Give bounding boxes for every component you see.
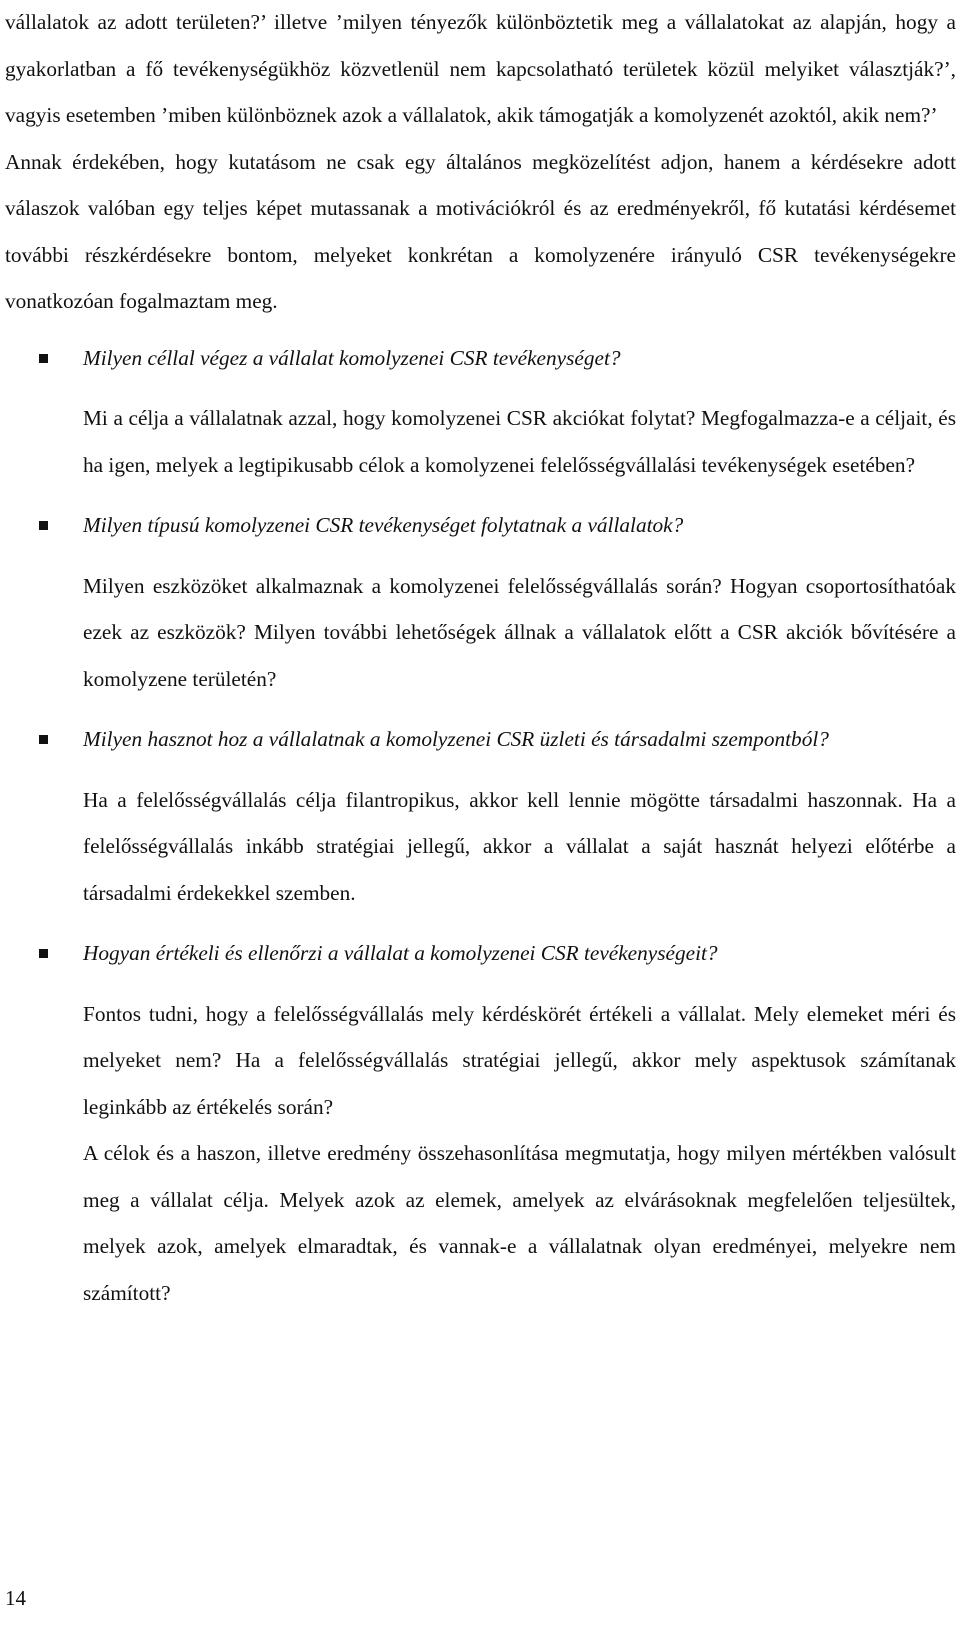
list-answer: Ha a felelősségvállalás célja filantropikus, akkor kell lennie mögötte társadalmi haszonnak. Ha a felelősségvállalás inkább stratégiai jellegű, akkor a vállalat a saját hasznát helyezi előtérbe a társadalmi érdekekkel szemben. [83, 787, 956, 905]
list-answer: Mi a célja a vállalatnak azzal, hogy komolyzenei CSR akciókat folytat? Megfogalmazza-e a céljait, és ha igen, melyek a legtipikusabb célok a komolyzenei felelősségvállalási tevékenységek esetében? [83, 406, 956, 477]
list-item [5, 716, 956, 916]
list-item [5, 502, 956, 702]
document-page [5, 0, 956, 1316]
list-question: Milyen céllal végez a vállalat komolyzenei CSR tevékenységet? [83, 345, 621, 370]
question-list [5, 335, 956, 1317]
bullet-icon [39, 735, 48, 744]
list-answer-continued: A célok és a haszon, illetve eredmény összehasonlítása megmutatja, hogy milyen mértékben valósult meg a vállalat célja. Melyek azok az elemek, amelyek az elvárásoknak megfelelően teljesültek, melyek azok, amelyek elmaradtak, és vannak-e a vállalatnak olyan eredményei, melyekre nem számított? [83, 1141, 956, 1305]
list-item [5, 335, 956, 489]
list-item [5, 930, 956, 1316]
list-question: Milyen típusú komolyzenei CSR tevékenységet folytatnak a vállalatok? [83, 513, 684, 537]
body-paragraph: Annak érdekében, hogy kutatásom ne csak egy általános megközelítést adjon, hanem a kérdésekre adott válaszok valóban egy teljes képet mutassanak a motivációkról és az eredményekről, fő kutatási kérdésemet további részkérdésekre bontom, melyeket konkrétan a komolyzenére irányuló CSR tevékenységekre vonatkozóan fogalmaztam meg. [5, 149, 956, 313]
bullet-icon [39, 521, 48, 530]
page-number: 14 [5, 1586, 26, 1610]
intro-paragraph: vállalatok az adott területen?’ illetve ’milyen tényezők különböztetik meg a vállalatokat az alapján, hogy a gyakorlatban a fő tevékenységükhöz közvetlenül nem kapcsolatható területek közül melyiket választják?’, vagyis esetemben ’miben különböznek azok a vállalatok, akik támogatják a komolyzenét azoktól, akik nem?’ [5, 10, 956, 127]
list-answer: Milyen eszközöket alkalmaznak a komolyzenei felelősségvállalás során? Hogyan csoportosíthatóak ezek az eszközök? Milyen további lehetőségek állnak a vállalatok előtt a CSR akciók bővítésére a komolyzene területén? [83, 573, 956, 691]
bullet-icon [39, 949, 48, 958]
list-question: Hogyan értékeli és ellenőrzi a vállalat a komolyzenei CSR tevékenységeit? [83, 941, 718, 965]
list-question: Milyen hasznot hoz a vállalatnak a komolyzenei CSR üzleti és társadalmi szempontból? [83, 727, 829, 751]
list-answer: Fontos tudni, hogy a felelősségvállalás mely kérdéskörét értékeli a vállalat. Mely elemeket méri és melyeket nem? Ha a felelősségvállalás stratégiai jellegű, akkor mely aspektusok számítanak leginkább az értékelés során? [83, 1001, 956, 1119]
bullet-icon [39, 354, 48, 363]
